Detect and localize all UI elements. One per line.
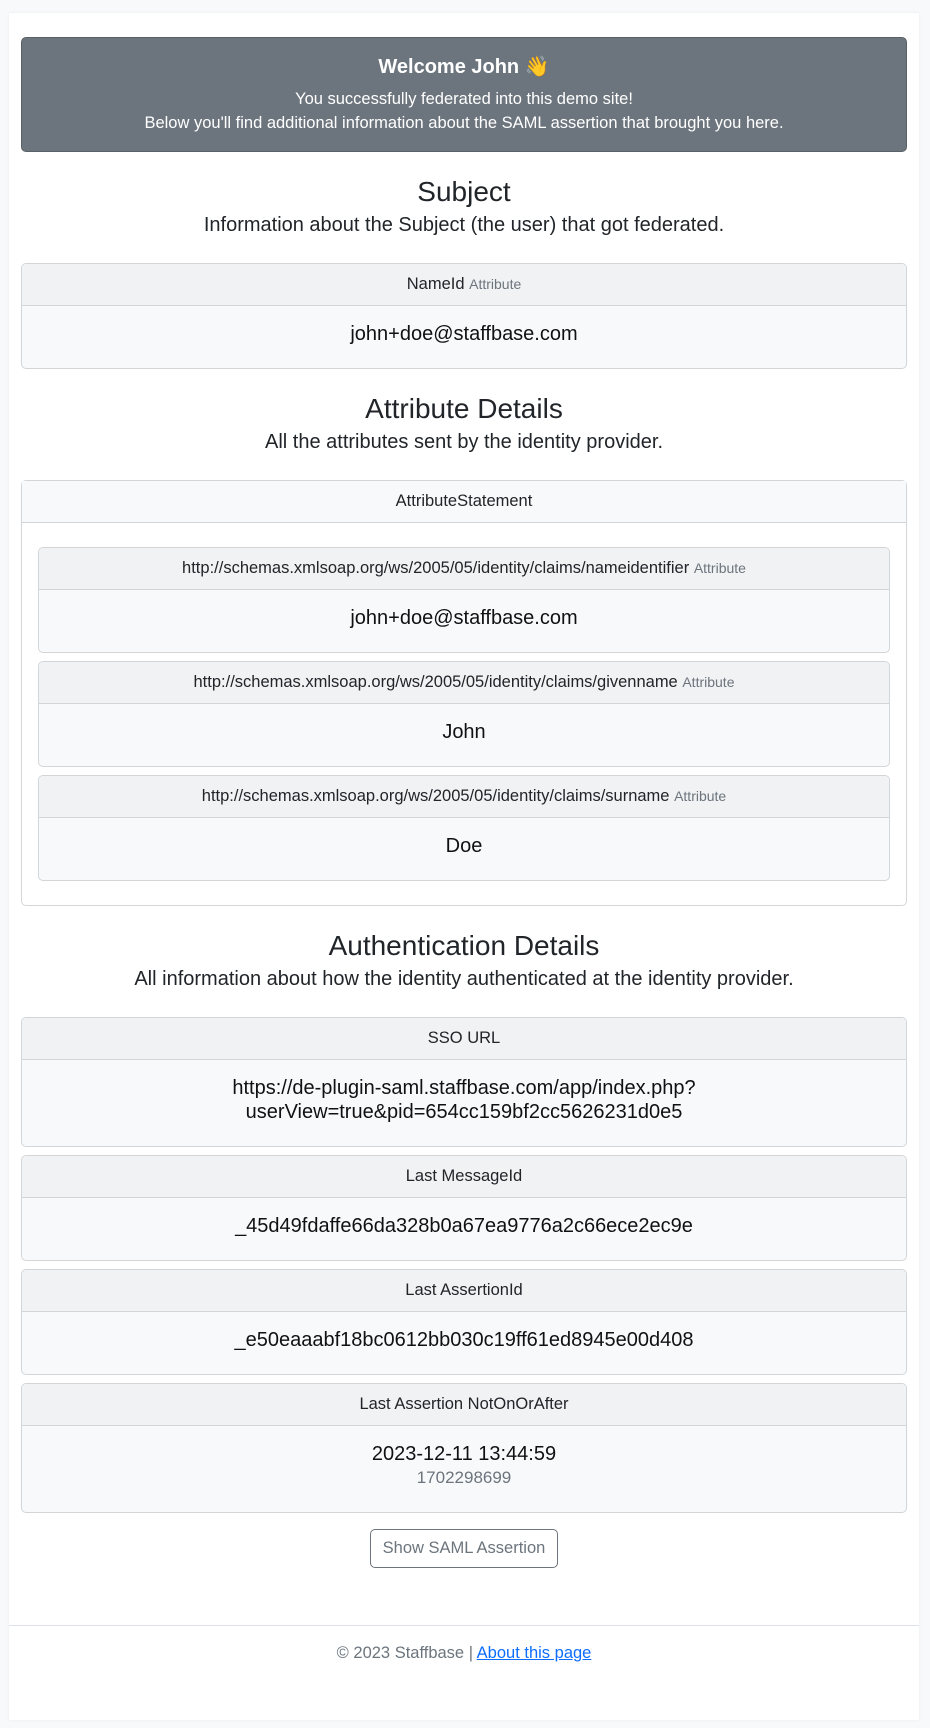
attribute-value: John xyxy=(442,721,486,743)
message-id-label: Last MessageId xyxy=(22,1156,906,1198)
welcome-line-2: Below you'll find additional information about the SAML assertion that brought you here. xyxy=(144,114,784,132)
subject-title: Subject xyxy=(417,176,511,207)
nameid-header xyxy=(22,264,906,306)
authentication-details-title: Authentication Details xyxy=(328,930,600,961)
attribute-tag: Attribute xyxy=(674,788,727,804)
nameid-card xyxy=(21,263,907,369)
attribute-tag: Attribute xyxy=(682,674,735,690)
attribute-tag: Attribute xyxy=(469,276,522,292)
sso-url-line-2: userView=true&pid=654cc159bf2cc5626231d0e5 xyxy=(245,1101,683,1123)
attribute-name: http://schemas.xmlsoap.org/ws/2005/05/identity/claims/givenname xyxy=(193,673,678,691)
welcome-title: Welcome John 👋 xyxy=(378,56,550,78)
attribute-statement-header: AttributeStatement xyxy=(22,481,906,523)
attribute-card xyxy=(38,661,890,767)
attribute-value: Doe xyxy=(445,835,483,857)
attribute-tag: Attribute xyxy=(693,560,746,576)
about-page-link[interactable]: About this page xyxy=(476,1644,592,1662)
page-container xyxy=(9,13,919,1720)
sso-url-label: SSO URL xyxy=(22,1018,906,1060)
authentication-details-lead: All information about how the identity authenticated at the identity provider. xyxy=(134,968,794,990)
not-on-or-after-value: 2023-12-11 13:44:59 xyxy=(371,1443,557,1465)
attribute-value: john+doe@staffbase.com xyxy=(350,607,578,629)
message-id-value: _45d49fdaffe66da328b0a67ea9776a2c66ece2ec9e xyxy=(235,1215,693,1237)
show-saml-assertion-button[interactable]: Show SAML Assertion xyxy=(370,1529,559,1568)
attribute-statement-card xyxy=(21,480,907,906)
welcome-line-1: You successfully federated into this demo site! xyxy=(295,90,633,108)
attribute-name: http://schemas.xmlsoap.org/ws/2005/05/identity/claims/surname xyxy=(201,787,670,805)
not-on-or-after-card xyxy=(21,1383,907,1513)
not-on-or-after-timestamp: 1702298699 xyxy=(416,1468,512,1487)
assertion-id-value: _e50eaaabf18bc0612bb030c19ff61ed8945e00d408 xyxy=(234,1329,694,1351)
footer xyxy=(9,1625,919,1663)
welcome-banner xyxy=(21,37,907,152)
sso-url-line-1: https://de-plugin-saml.staffbase.com/app/index.php? xyxy=(232,1077,696,1099)
attribute-details-lead: All the attributes sent by the identity provider. xyxy=(265,431,663,453)
message-id-card xyxy=(21,1155,907,1261)
not-on-or-after-label: Last Assertion NotOnOrAfter xyxy=(22,1384,906,1426)
attribute-name: http://schemas.xmlsoap.org/ws/2005/05/identity/claims/nameidentifier xyxy=(182,559,690,577)
sso-url-card xyxy=(21,1017,907,1147)
assertion-id-card xyxy=(21,1269,907,1375)
nameid-value: john+doe@staffbase.com xyxy=(350,323,578,345)
assertion-id-label: Last AssertionId xyxy=(22,1270,906,1312)
attribute-card xyxy=(38,547,890,653)
attribute-details-title: Attribute Details xyxy=(365,393,563,424)
footer-copyright: © 2023 Staffbase | xyxy=(336,1644,473,1662)
nameid-label: NameId xyxy=(406,275,465,293)
subject-lead: Information about the Subject (the user) that got federated. xyxy=(203,214,725,236)
attribute-card xyxy=(38,775,890,881)
